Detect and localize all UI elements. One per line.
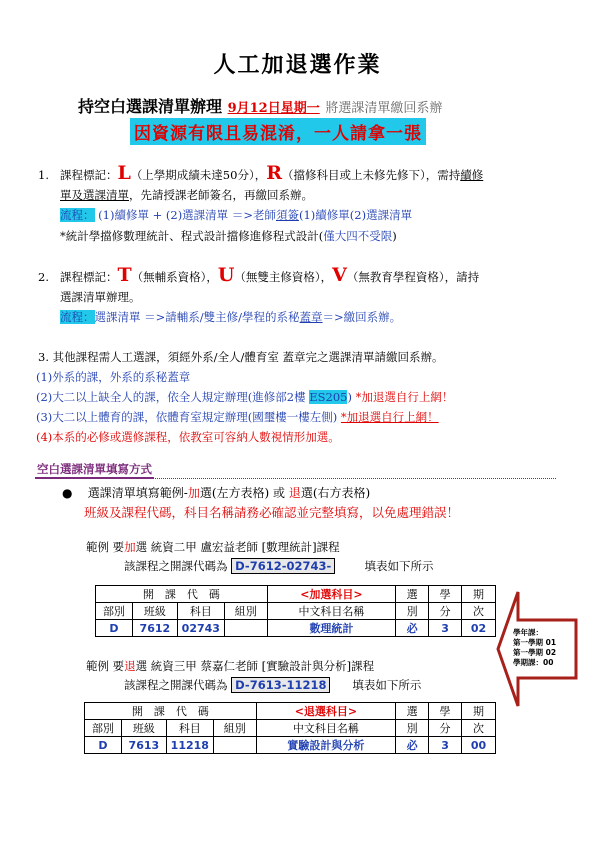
ex1-code: D-7612-02743- xyxy=(231,558,335,574)
term-note: 學年課： 第一學期 01 第一學期 02 學期課：00 xyxy=(513,628,557,667)
table-row: 開 課 代 碼 <加選科目> 選 學 期 xyxy=(96,586,496,603)
section-warning: 班級及課程代碼，科目名稱請務必確認並完整填寫，以免處理錯誤！ xyxy=(84,505,460,520)
table-row: 部別 班級 科目 組別 中文科目名稱 別 分 次 xyxy=(85,720,496,737)
ex1-line2: 該課程之開課代碼為 D-7612-02743- 填表如下所示 xyxy=(124,559,434,573)
ex2-line2: 該課程之開課代碼為 D-7613-11218 填表如下所示 xyxy=(124,678,422,692)
ex2-code: D-7613-11218 xyxy=(231,677,330,693)
ex2-table xyxy=(84,702,496,754)
item1-line1: 1. 課程標記：L（上學期成績未達50分），R（擋修科目或上未修先修下），需持續修 xyxy=(38,162,484,184)
item2-line2: 選課清單辦理。 xyxy=(60,290,141,304)
item1-flow: 流程： (1)續修單 + (2)選課清單 ＝>老師須簽(1)續修單(2)選課清單 xyxy=(60,208,413,222)
item3-l4: (4)本系的必修或選修課程，依教室可容納人數視情形加選。 xyxy=(36,430,340,444)
ex1-line1: 範例 要加選 統資二甲 盧宏益老師 [數理統計]課程 xyxy=(86,540,340,554)
subtitle-date: 9月12日星期一 xyxy=(227,101,320,116)
warning-banner: 因資源有限且易混淆，一人請拿一張 xyxy=(130,118,426,145)
section-bullet: ● 選課清單填寫範例-加選(左方表格) 或 退選(右方表格) xyxy=(62,486,371,500)
item3-l3: (3)大二以上體育的課，依體育室規定辦理(國璽樓一樓左側) *加退選自行上網！ xyxy=(36,410,439,424)
subtitle-rest: 將選課清單繳回系辦 xyxy=(325,101,443,116)
table-row: 部別 班級 科目 組別 中文科目名稱 別 分 次 xyxy=(96,603,496,620)
item3-l2: (2)大二以上缺全人的課，依全人規定辦理(進修部2樓 ES205) *加退選自行上網！ xyxy=(36,390,454,404)
section-heading: 空白選課清單填寫方式 xyxy=(35,461,154,479)
item3-line1: 3. 其他課程需人工選課，須經外系/全人/體育室 蓋章完之選課清單請繳回系辦。 xyxy=(38,350,444,364)
section-divider xyxy=(36,478,556,479)
table-row: D 7613 11218 實驗設計與分析 必 3 00 xyxy=(85,737,496,754)
subtitle xyxy=(78,94,442,117)
item1-line2: 單及選課清單，先請授課老師簽名，再繳回系辦。 xyxy=(60,188,313,202)
item3-l1: (1)外系的課，外系的系秘蓋章 xyxy=(36,370,191,384)
ex1-table xyxy=(95,585,496,637)
item2-flow: 流程：選課清單 ＝>請輔系/雙主修/學程的系秘蓋章＝>繳回系辦。 xyxy=(60,310,402,324)
ex2-line1: 範例 要退選 統資三甲 蔡嘉仁老師 [實驗設計與分析]課程 xyxy=(86,659,375,673)
bullet-icon: ● xyxy=(62,486,73,500)
table-row: 開 課 代 碼 <退選科目> 選 學 期 xyxy=(85,703,496,720)
table-row: D 7612 02743 數理統計 必 3 02 xyxy=(96,620,496,637)
item2-line1: 2. 課程標記：T（無輔系資格），U（無雙主修資格），V（無教育學程資格），請持 xyxy=(38,264,480,286)
subtitle-main: 持空白選課清單辦理 xyxy=(78,97,223,116)
item1-note: *統計學擋修數理統計、程式設計擋修進修程式設計(僅大四不受限) xyxy=(60,229,397,243)
page-title: 人工加退選作業 xyxy=(213,52,382,78)
